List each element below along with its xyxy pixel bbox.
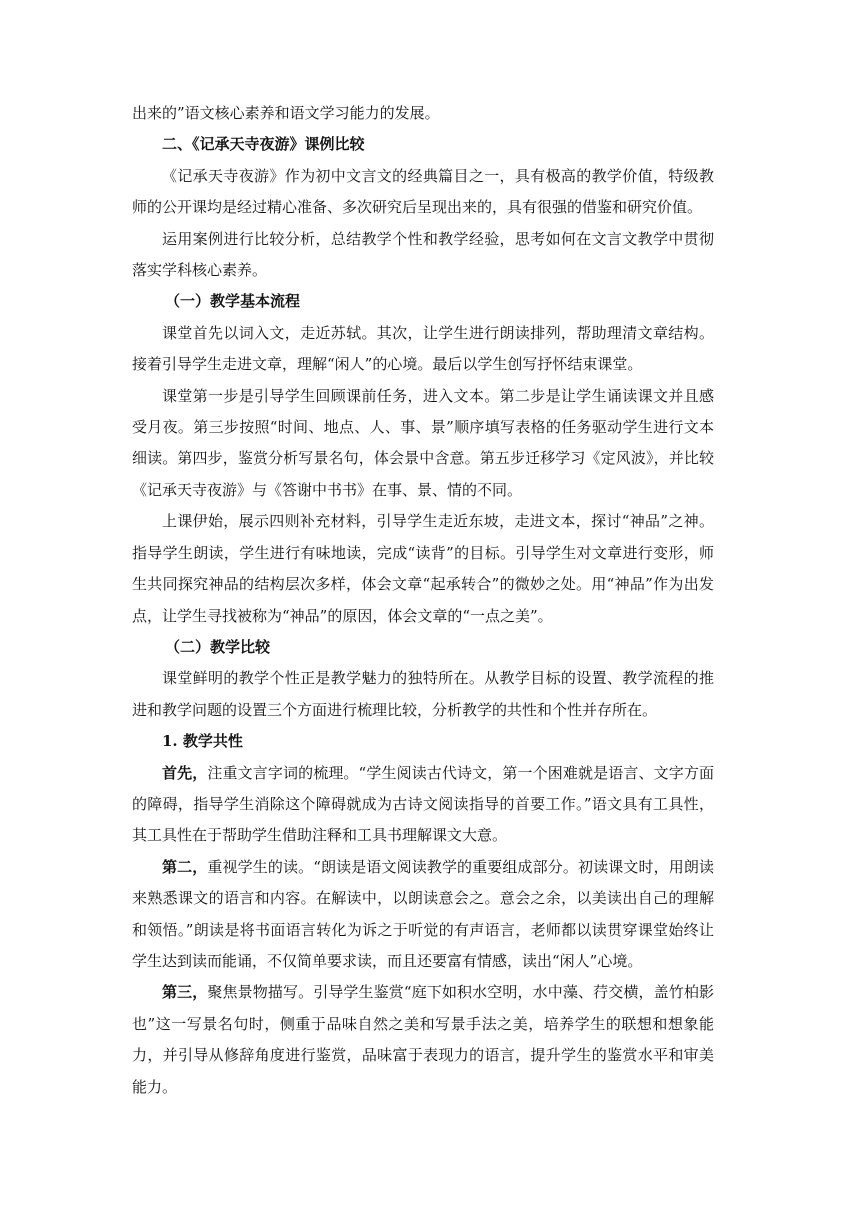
- text-second: 重视学生的读。“朗读是语文阅读教学的重要组成部分。初读课文时，用朗读来熟悉课文的语言和内容。在解读中，以朗读意会之。意会之余，以美读出自己的理解和领悟。”朗读是将书面语言转化为诉之于听觉的有声语言，老师都以读贯穿课堂始终让学生达到读而能诵，不仅简单要求读，而且还要富有情感，读出“闲人”心境。: [132, 857, 714, 970]
- text-first: 注重文言字词的梳理。“学生阅读古代诗文，第一个困难就是语言、文字方面的障碍，指导学生消除这个障碍就成为古诗文阅读指导的首要工作。”语文具有工具性，其工具性在于帮助学生借助注释和工具书理解课文大意。: [132, 763, 714, 845]
- paragraph-continuation: 出来的”语文核心素养和语文学习能力的发展。: [132, 104, 440, 122]
- paragraph-intro: 《记承天寺夜游》作为初中文言文的经典篇目之一，具有极高的教学价值，特级教师的公开课均是经过精心准备、多次研究后呈现出来的，具有很强的借鉴和研究价值。: [132, 166, 714, 217]
- lead-first: 首先，: [162, 763, 208, 782]
- subsection-heading-1: （一）教学基本流程: [165, 292, 301, 311]
- point-heading-1: 1. 教学共性: [162, 732, 243, 751]
- lead-second: 第二，: [162, 857, 208, 876]
- section-heading-2: 二、《记承天寺夜游》课例比较: [162, 135, 365, 154]
- paragraph-flow-3: 上课伊始，展示四则补充材料，引导学生走近东坡，走进文本，探讨“神品”之神。指导学生朗读，学生进行有味地读，完成“读背”的目标。引导学生对文章进行变形，师生共同探究神品的结构层次多样，体会文章“起承转合”的微妙之处。用“神品”作为出发点，让学生寻找被称为“神品”的原因，体会文章的“一点之美”。: [132, 512, 714, 625]
- document-page: [132, 98, 714, 1103]
- paragraph-first: [132, 758, 714, 852]
- lead-third: 第三，: [162, 983, 208, 1002]
- paragraph-second: [132, 852, 714, 978]
- paragraph-flow-1: 课堂首先以词入文，走近苏轼。其次，让学生进行朗读排列，帮助理清文章结构。接着引导学生走进文章，理解“闲人”的心境。最后以学生创写抒怀结束课堂。: [132, 323, 714, 374]
- text-third: 聚焦景物描写。引导学生鉴赏“庭下如积水空明，水中藻、荇交横，盖竹柏影也”这一写景名句时，侧重于品味自然之美和写景手法之美，培养学生的联想和想象能力，并引导从修辞角度进行鉴赏，品味富于表现力的语言，提升学生的鉴赏水平和审美能力。: [132, 983, 714, 1096]
- paragraph-flow-2: 课堂第一步是引导学生回顾课前任务，进入文本。第二步是让学生诵读课文并且感受月夜。第三步按照“时间、地点、人、事、景”顺序填写表格的任务驱动学生进行文本细读。第四步，鉴赏分析写景名句，体会景中含意。第五步迁移学习《定风波》，并比较《记承天寺夜游》与《答谢中书书》在事、景、情的不同。: [132, 386, 714, 499]
- paragraph-third: [132, 977, 714, 1103]
- paragraph-method: 运用案例进行比较分析，总结教学个性和教学经验，思考如何在文言文教学中贯彻落实学科核心素养。: [132, 229, 714, 280]
- subsection-heading-2: （二）教学比较: [165, 637, 271, 656]
- paragraph-comparison: 课堂鲜明的教学个性正是教学魅力的独特所在。从教学目标的设置、教学流程的推进和教学问题的设置三个方面进行梳理比较，分析教学的共性和个性并存所在。: [132, 669, 714, 719]
